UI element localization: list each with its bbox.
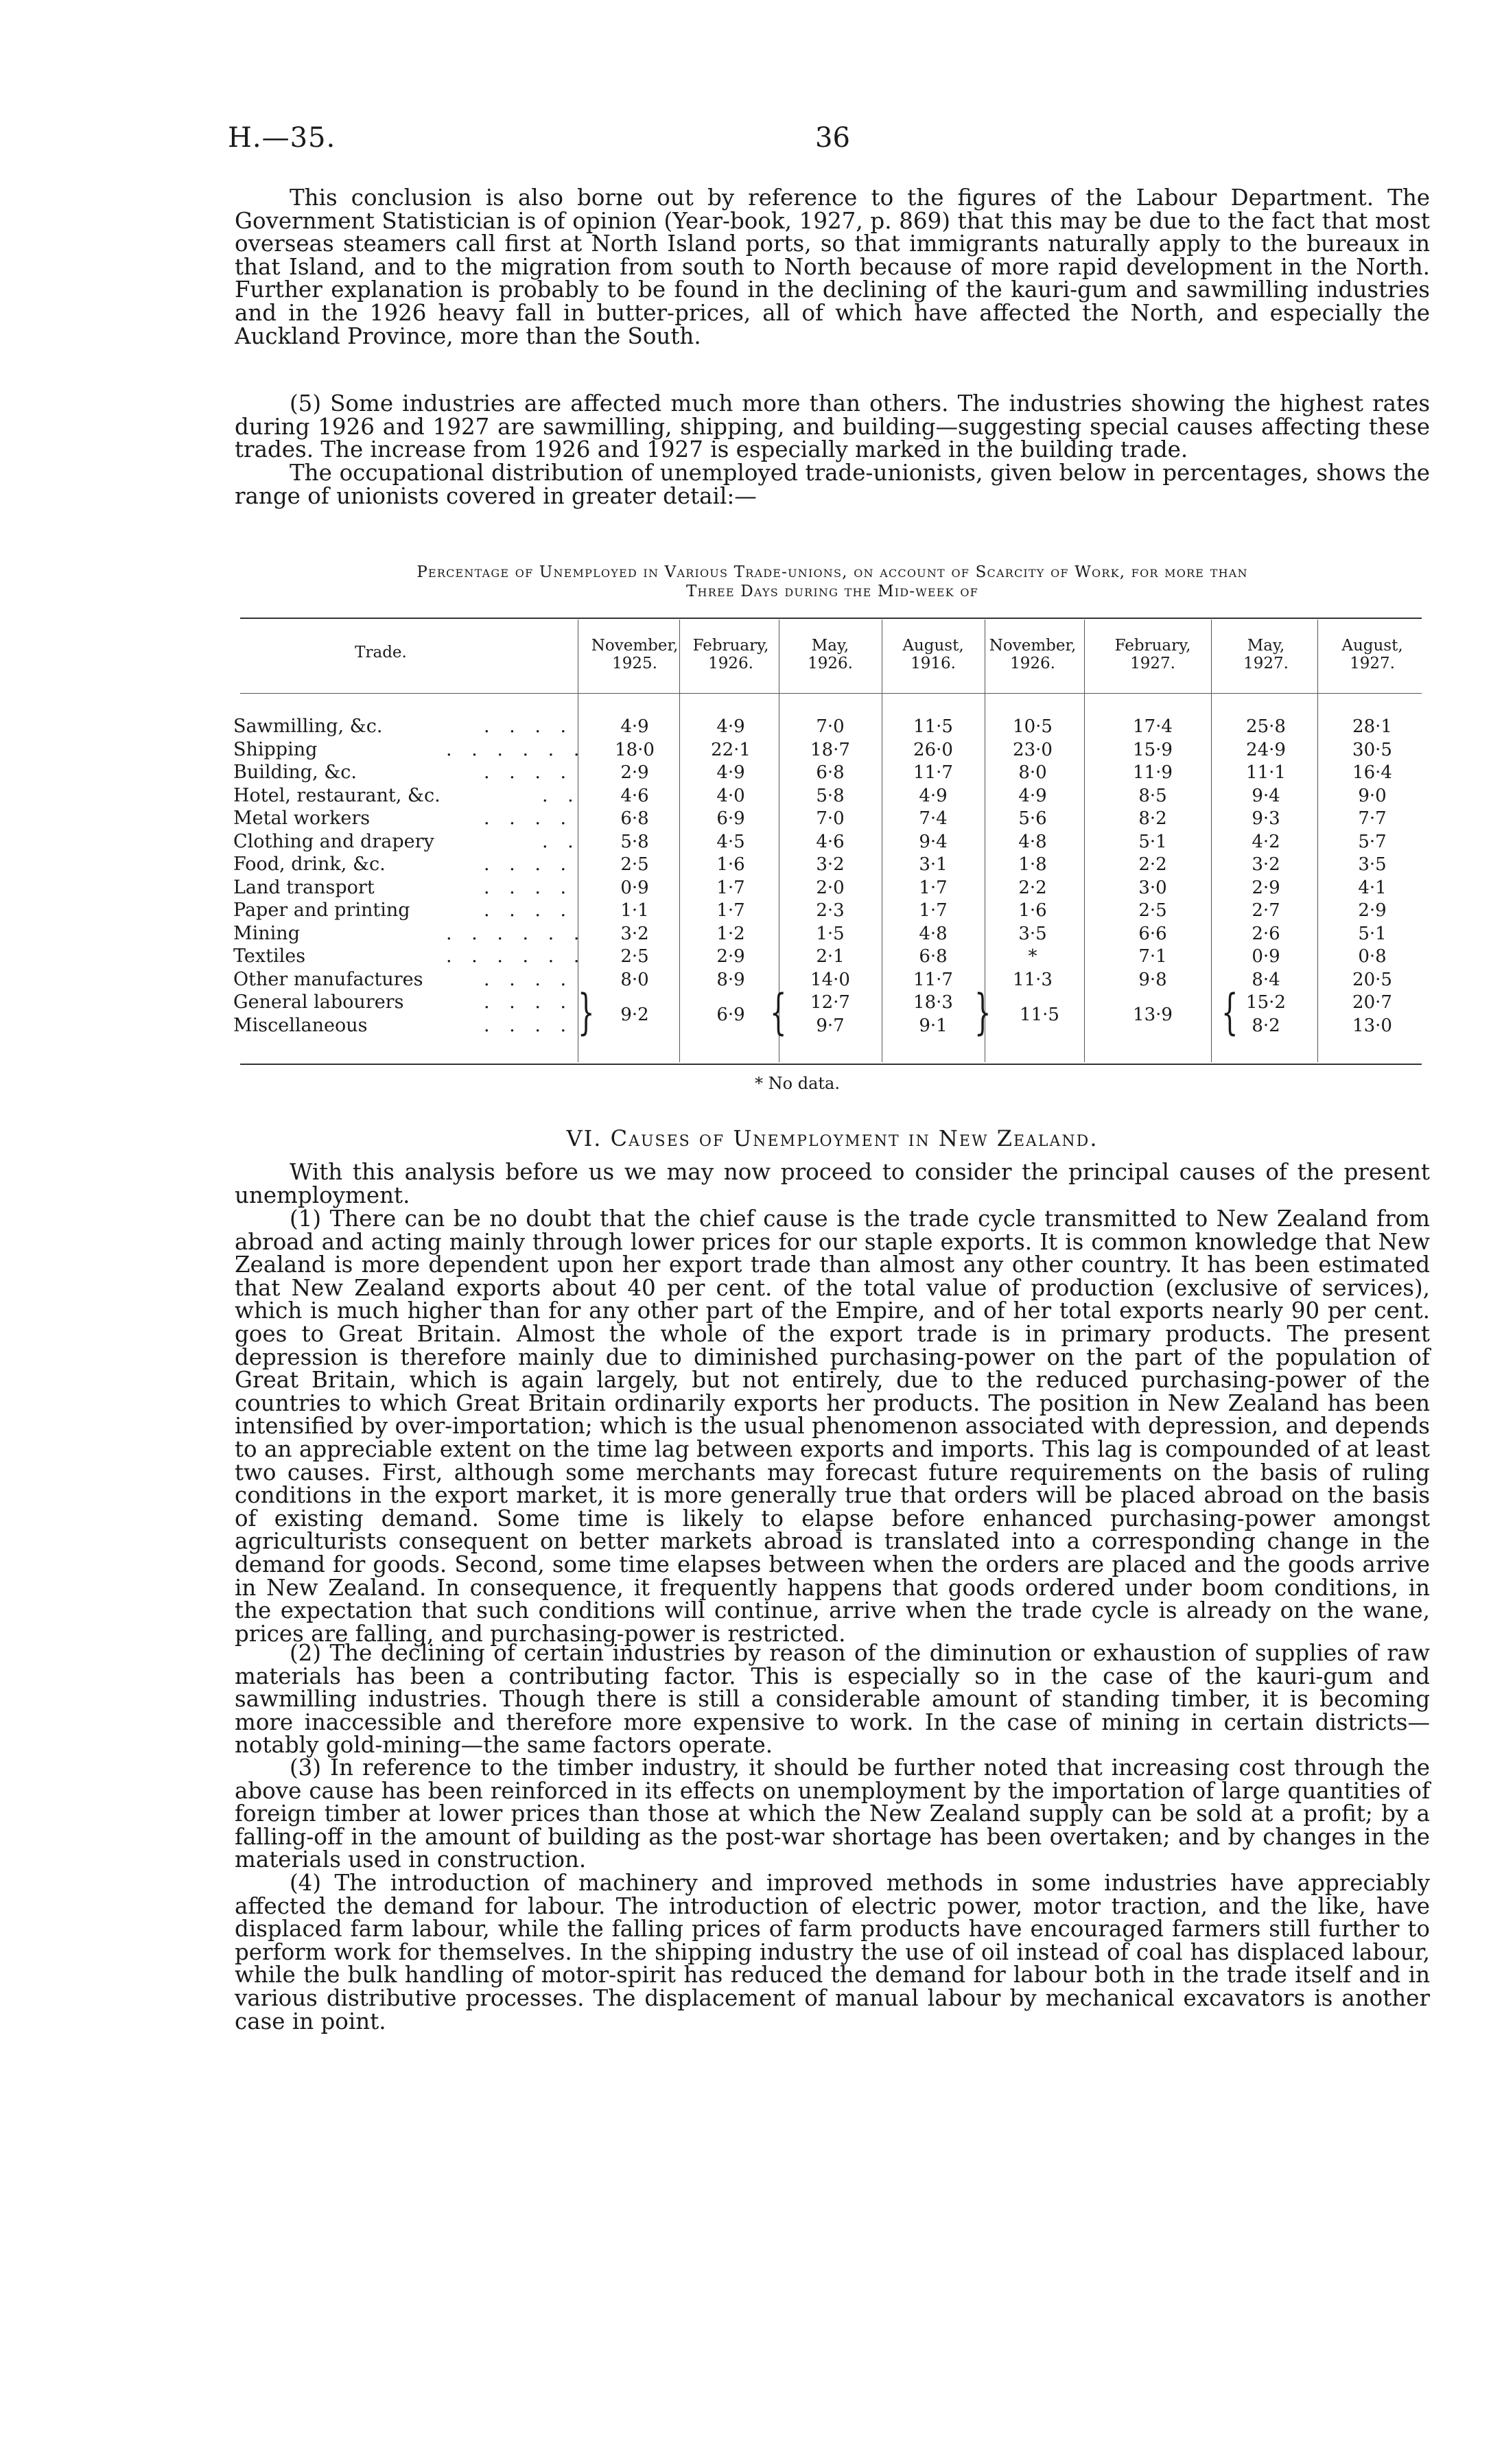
table-cell: 4·8 [1018, 831, 1047, 852]
brace-nov-1925: } [578, 984, 595, 1040]
table-cell: 11·1 [1246, 762, 1286, 783]
paragraph-occupational-distribution: The occupational distribution of unemployed trade-unionists, given below in percentages, shows the range of unionists covered in greater detail:— [235, 460, 1430, 509]
leader-dots: . . [542, 784, 580, 806]
table-cell: 12·7 [810, 992, 850, 1013]
table-cell: 8·9 [716, 969, 745, 990]
table-cell: * [1028, 946, 1037, 967]
paragraph-cause-2-raw-materials: (2) The declining of certain industries by reason of the diminution or exhaustion of supplies of raw materials has been a contributing factor. This is especially so in the case of the kauri-gum and sawmilling industries. Though there is still a considerable amount of standing timber, it is becoming more inaccessible and therefore more expensive to work. In the case of mining in certain districts—notably gold-mining—the same factors operate. [235, 1640, 1430, 1759]
paragraph-industries-affected: (5) Some industries are affected much more than others. The industries showing the highest rates during 1926 and 1927 are sawmilling, shipping, and building—suggesting special causes affecting these trades. The increase from 1926 and 1927 is especially marked in the building trade. [235, 390, 1430, 463]
table-cell: 9·0 [1358, 785, 1387, 806]
table-cell: 11·3 [1013, 969, 1053, 990]
section-heading: VI. Causes of Unemployment in New Zealand. [566, 1125, 1099, 1151]
column-header-month: November, [989, 637, 1077, 655]
table-cell: 5·7 [1358, 831, 1387, 852]
table-cell: 3·5 [1018, 923, 1047, 944]
table-cell: 3·2 [1252, 854, 1280, 875]
table-cell: 2·0 [816, 877, 845, 898]
column-header-month: November, [591, 637, 679, 655]
paragraph-cause-4-machinery: (4) The introduction of machinery and improved methods in some industries have appreciably affected the demand for labour. The introduction of electric power, motor traction, and the like, have displaced farm labour, while the falling prices of farm products have encouraged farmers still further to perform work for themselves. In the shipping industry the use of oil instead of coal has displaced labour, while the bulk handling of motor-spirit has reduced the demand for labour both in the trade itself and in various distributive processes. The displacement of manual labour by mechanical excavators is another case in point. [235, 1870, 1430, 2034]
table-cell: 1·6 [1018, 900, 1047, 921]
leader-dots: . . . . [484, 1014, 574, 1036]
column-rule [1317, 620, 1318, 1062]
table-cell: 4·6 [620, 785, 649, 806]
table-cell: 5·6 [1018, 808, 1047, 829]
column-header [583, 637, 686, 672]
trade-name: Clothing and drapery [233, 830, 434, 852]
trade-name: Shipping [233, 738, 318, 760]
trade-name: Food, drink, &c. [233, 854, 386, 875]
page-number: 36 [815, 122, 850, 154]
table-cell: 2·6 [1252, 923, 1280, 944]
table-cell: 4·5 [716, 831, 745, 852]
column-header [1214, 637, 1317, 672]
column-header-year: 1926. [1010, 655, 1055, 672]
column-rule [1211, 620, 1212, 1062]
table-cell: 4·9 [620, 716, 649, 737]
table-cell: 9·3 [1252, 808, 1280, 829]
table-cell: 17·4 [1133, 716, 1173, 737]
table-cell: 6·8 [816, 762, 845, 783]
table-cell: 8·0 [1018, 762, 1047, 783]
table-cell: 8·2 [1252, 1015, 1280, 1036]
table-cell: 25·8 [1246, 716, 1286, 737]
table-cell: 1·7 [716, 877, 745, 898]
table-cell: 11·9 [1133, 762, 1173, 783]
table-cell: 8·4 [1252, 969, 1280, 990]
table-cell: 2·5 [1138, 900, 1167, 921]
table-cell: 9·7 [816, 1015, 845, 1036]
table-cell: 1·5 [816, 923, 845, 944]
table-cell: 1·8 [1018, 854, 1047, 875]
table-cell: 30·5 [1352, 739, 1392, 760]
table-cell: 7·0 [816, 716, 845, 737]
table-cell: 11·5 [913, 716, 953, 737]
column-header-year: 1916. [911, 655, 956, 672]
table-cell: 0·9 [620, 877, 649, 898]
table-cell: 9·1 [919, 1015, 948, 1036]
table-cell: 8·5 [1138, 785, 1167, 806]
table-cell: 11·7 [913, 969, 953, 990]
paragraph-cause-1-trade-cycle: (1) There can be no doubt that the chief cause is the trade cycle transmitted to New Zealand from abroad and acting mainly through lower prices for our staple exports. It is common knowledge that New Zealand is more dependent upon her export trade than almost any other country. It has been estimated that New Zealand exports about 40 per cent. of the total value of production (exclusive of services), which is much higher than for any other part of the Empire, and of her total exports nearly 90 per cent. goes to Great Britain. Almost the whole of the export trade is in primary products. The present depression is therefore mainly due to diminished purchasing-power on the part of the population of Great Britain, which is again largely, but not entirely, due to the reduced purchasing-power of the countries to which Great Britain ordinarily exports her products. The position in New Zealand has been intensified by over-importation; which is the usual phenomenon associated with depression, and depends to an appreciable extent on the time lag between exports and imports. This lag is compounded of at least two causes. First, although some merchants may forecast future requirements on the basis of ruling conditions in the export market, it is more generally true that orders will be placed abroad on the basis of existing demand. Some time is likely to elapse before enhanced purchasing-power amongst agriculturists consequent on better markets abroad is translated into a corresponding change in the demand for goods. Second, some time elapses between when the orders are placed and the goods arrive in New Zealand. In consequence, it frequently happens that goods ordered under boom conditions, in the expectation that such conditions will continue, arrive when the trade cycle is already on the wane, prices are falling, and purchasing-power is restricted. [235, 1206, 1430, 1647]
table-cell: 28·1 [1352, 716, 1392, 737]
column-header-month: February, [1114, 637, 1191, 655]
combined-value-nov-1925: 9·2 [620, 1005, 649, 1025]
table-cell: 18·0 [615, 739, 655, 760]
table-header-rule [240, 693, 1422, 694]
table-cell: 0·9 [1252, 946, 1280, 967]
brace-may-1927: { [1221, 984, 1238, 1040]
table-cell: 18·7 [810, 739, 850, 760]
table-cell: 1·7 [919, 900, 948, 921]
leader-dots: . . . . [484, 716, 574, 737]
table-cell: 11·7 [913, 762, 953, 783]
table-cell: 6·6 [1138, 923, 1167, 944]
table-cell: 3·5 [1358, 854, 1387, 875]
table-cell: 4·0 [716, 785, 745, 806]
table-top-rule [240, 618, 1422, 619]
table-caption-line-1: Percentage of Unemployed in Various Trade-unions, on account of Scarcity of Work, for more than [416, 563, 1248, 581]
table-cell: 3·2 [816, 854, 845, 875]
table-cell: 1·6 [716, 854, 745, 875]
table-cell: 2·1 [816, 946, 845, 967]
combined-value-feb-1927: 13·9 [1133, 1005, 1173, 1025]
table-cell: 7·1 [1138, 946, 1167, 967]
leader-dots: . . . . [484, 900, 574, 921]
table-cell: 5·8 [620, 831, 649, 852]
table-cell: 8·2 [1138, 808, 1167, 829]
table-cell: 2·5 [620, 946, 649, 967]
column-header [981, 637, 1084, 672]
leader-dots: . . . . [484, 854, 574, 875]
table-cell: 4·2 [1252, 831, 1280, 852]
table-cell: 6·8 [620, 808, 649, 829]
table-cell: 16·4 [1352, 762, 1392, 783]
column-header [1321, 637, 1424, 672]
table-cell: 4·9 [716, 762, 745, 783]
table-cell: 7·7 [1358, 808, 1387, 829]
combined-value-nov-1926: 11·5 [1020, 1005, 1059, 1025]
table-cell: 2·2 [1018, 877, 1047, 898]
table-cell: 4·9 [716, 716, 745, 737]
table-cell: 3·1 [919, 854, 948, 875]
column-header-month: May, [1247, 637, 1285, 655]
table-cell: 1·1 [620, 900, 649, 921]
column-header-month: August, [1341, 637, 1403, 655]
table-footnote: * No data. [755, 1074, 840, 1093]
trade-name: Land transport [233, 876, 375, 898]
column-header-year: 1926. [708, 655, 753, 672]
leader-dots: . . . . . . [446, 946, 587, 967]
table-cell: 9·4 [919, 831, 948, 852]
table-cell: 1·2 [716, 923, 745, 944]
report-reference: H.—35. [228, 122, 336, 154]
column-header-month: August, [902, 637, 964, 655]
leader-dots: . . . . . . [446, 922, 587, 944]
table-bottom-rule [240, 1064, 1422, 1065]
table-cell: 3·0 [1138, 877, 1167, 898]
leader-dots: . . . . . . [446, 738, 587, 760]
table-cell: 9·4 [1252, 785, 1280, 806]
table-caption-line-2: Three Days during the Mid-week of [686, 583, 978, 600]
column-header-month: May, [811, 637, 849, 655]
trade-name: General labourers [233, 992, 404, 1013]
column-header [882, 637, 985, 672]
table-cell: 24·9 [1246, 739, 1286, 760]
table-cell: 3·2 [620, 923, 649, 944]
table-cell: 10·5 [1013, 716, 1053, 737]
column-header [779, 637, 882, 672]
paragraph-labour-department: This conclusion is also borne out by reference to the figures of the Labour Department. The Government Statistician is of opinion (Year-book, 1927, p. 869) that this may be due to the fact that most overseas steamers call first at North Island ports, so that immigrants naturally apply to the bureaux in that Island, and to the migration from south to North because of more rapid development in the North. Further explanation is probably to be found in the declining of the kauri-gum and sawmilling industries and in the 1926 heavy fall in butter-prices, all of which have affected the North, and especially the Auckland Province, more than the South. [235, 185, 1430, 349]
table-cell: 5·1 [1138, 831, 1167, 852]
table-caption [235, 563, 1430, 601]
table-cell: 6·9 [716, 808, 745, 829]
table-cell: 14·0 [810, 969, 850, 990]
trade-name: Mining [233, 922, 300, 944]
table-cell: 22·1 [711, 739, 751, 760]
brace-feb-1926: { [770, 984, 787, 1040]
table-cell: 1·7 [716, 900, 745, 921]
paragraph-analysis-intro: With this analysis before us we may now proceed to consider the principal causes of the present unemployment. [235, 1159, 1430, 1208]
trade-name: Metal workers [233, 808, 371, 829]
leader-dots: . . . . [484, 876, 574, 898]
column-header [1101, 637, 1204, 672]
table-cell: 4·9 [1018, 785, 1047, 806]
paragraph-cause-3-timber: (3) In reference to the timber industry, it should be further noted that increasing cost through the above cause has been reinforced in its effects on unemployment by the importation of large quantities of foreign timber at lower prices than those at which the New Zealand supply can be sold at a profit; by a falling-off in the amount of building as the post-war shortage has been overtaken; and by changes in the materials used in construction. [235, 1755, 1430, 1873]
table-cell: 5·8 [816, 785, 845, 806]
table-cell: 2·9 [620, 762, 649, 783]
column-header-year: 1927. [1130, 655, 1175, 672]
table-cell: 1·7 [919, 877, 948, 898]
column-header-year: 1925. [612, 655, 657, 672]
leader-dots: . . . . [484, 992, 574, 1013]
column-rule [1084, 620, 1085, 1062]
trade-name: Other manufactures [233, 968, 423, 990]
leader-dots: . . . . [484, 762, 574, 783]
column-header-year: 1927. [1350, 655, 1395, 672]
table-cell: 8·0 [620, 969, 649, 990]
column-header-year: 1926. [808, 655, 853, 672]
leader-dots: . . . . [484, 968, 574, 990]
combined-value-feb-1926: 6·9 [716, 1005, 745, 1025]
table-cell: 18·3 [913, 992, 953, 1013]
table-cell: 15·9 [1133, 739, 1173, 760]
column-header-month: February, [692, 637, 769, 655]
trade-name: Building, &c. [233, 762, 357, 783]
table-cell: 15·2 [1246, 992, 1286, 1013]
table-cell: 5·1 [1358, 923, 1387, 944]
leader-dots: . . . . [484, 808, 574, 829]
table-cell: 20·7 [1352, 992, 1392, 1013]
leader-dots: . . [542, 830, 580, 852]
table-cell: 4·1 [1358, 877, 1387, 898]
table-cell: 9·8 [1138, 969, 1167, 990]
trade-name: Sawmilling, &c. [233, 716, 383, 737]
trade-name: Hotel, restaurant, &c. [233, 784, 441, 806]
table-cell: 2·3 [816, 900, 845, 921]
column-header [679, 637, 782, 672]
table-cell: 4·8 [919, 923, 948, 944]
table-cell: 20·5 [1352, 969, 1392, 990]
table-cell: 4·6 [816, 831, 845, 852]
trade-name: Textiles [233, 946, 306, 967]
table-cell: 2·7 [1252, 900, 1280, 921]
table-cell: 7·0 [816, 808, 845, 829]
table-cell: 2·9 [1252, 877, 1280, 898]
table-cell: 4·9 [919, 785, 948, 806]
table-cell: 2·2 [1138, 854, 1167, 875]
table-cell: 7·4 [919, 808, 948, 829]
table-cell: 23·0 [1013, 739, 1053, 760]
table-cell: 13·0 [1352, 1015, 1392, 1036]
trade-column-header: Trade. [355, 644, 407, 661]
trade-name: Paper and printing [233, 900, 410, 921]
table-cell: 0·8 [1358, 946, 1387, 967]
brace-aug-1916: } [974, 984, 991, 1040]
table-cell: 2·5 [620, 854, 649, 875]
table-cell: 6·8 [919, 946, 948, 967]
trade-name: Miscellaneous [233, 1014, 368, 1036]
table-cell: 26·0 [913, 739, 953, 760]
column-header-year: 1927. [1243, 655, 1289, 672]
table-cell: 2·9 [1358, 900, 1387, 921]
table-cell: 2·9 [716, 946, 745, 967]
